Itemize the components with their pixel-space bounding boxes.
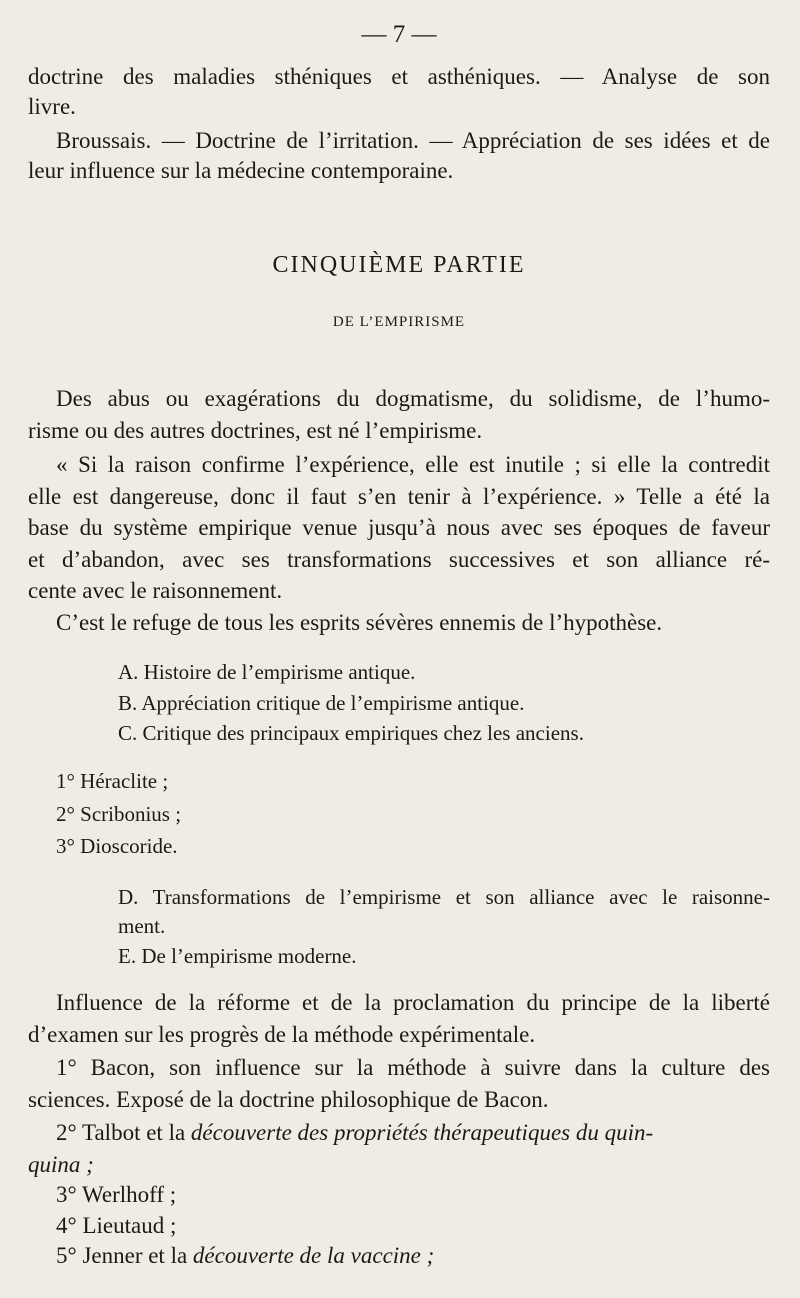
numbered-item-1: 1° Héraclite ; [56, 769, 169, 793]
numbered-item-3: 3° Dioscoride. [56, 834, 178, 858]
talbot-line-1 [56, 1118, 798, 1148]
list-item-c: C. Critique des principaux empiriques chez les anciens. [118, 721, 584, 745]
talbot-prefix: 2° Talbot et la [56, 1120, 191, 1145]
list-item-e: E. De l’empirisme moderne. [118, 944, 357, 968]
talbot-italic-2: quina ; [28, 1152, 94, 1177]
jenner-line [56, 1241, 798, 1271]
paragraph-2-line-3: base du système empirique venue jusqu’à nous avec ses époques de faveur [28, 515, 770, 540]
paragraph-2-line-4: et d’abandon, avec ses transformations successives et son alliance ré- [28, 547, 770, 572]
paragraph-2-line-1: « Si la raison confirme l’expérience, elle est inutile ; si elle la contredit [56, 452, 770, 477]
numbered-item-2: 2° Scribonius ; [56, 802, 182, 826]
list-item-b: B. Appréciation critique de l’empirisme antique. [118, 691, 525, 715]
paragraph-4-line-2: d’examen sur les progrès de la méthode expérimentale. [28, 1022, 536, 1047]
lieutaud-line: 4° Lieutaud ; [56, 1213, 177, 1238]
paragraph-2-line-5: cente avec le raisonnement. [28, 578, 283, 603]
paragraph-1-line-1: Des abus ou exagérations du dogmatisme, du solidisme, de l’humo- [56, 386, 770, 411]
page-number: — 7 — [361, 21, 437, 48]
section-title: CINQUIÈME PARTIE [272, 252, 526, 278]
werlhoff-line: 3° Werlhoff ; [56, 1182, 177, 1207]
bacon-line-2: sciences. Exposé de la doctrine philosophique de Bacon. [28, 1087, 549, 1112]
intro-line-1: doctrine des maladies sthéniques et asthéniques. — Analyse de son [28, 64, 770, 89]
paragraph-4-line-1: Influence de la réforme et de la proclamation du principe de la liberté [56, 990, 770, 1015]
intro-line-3: Broussais. — Doctrine de l’irritation. — Appréciation de ses idées et de [56, 128, 770, 153]
section-subtitle: DE L’EMPIRISME [332, 314, 466, 330]
intro-line-2: livre. [28, 94, 76, 119]
paragraph-3: C’est le refuge de tous les esprits sévères ennemis de l’hypothèse. [56, 610, 663, 635]
paragraph-1-line-2: risme ou des autres doctrines, est né l’empirisme. [28, 418, 483, 443]
list-item-a: A. Histoire de l’empirisme antique. [118, 660, 416, 684]
bacon-line-1: 1° Bacon, son influence sur la méthode à suivre dans la culture des [56, 1055, 770, 1080]
intro-line-4: leur influence sur la médecine contemporaine. [28, 158, 454, 183]
talbot-line-2 [28, 1150, 770, 1180]
list-item-d-line-1: D. Transformations de l’empirisme et son alliance avec le raisonne- [118, 885, 770, 909]
list-item-d-line-2: ment. [118, 914, 166, 938]
paragraph-2-line-2: elle est dangereuse, donc il faut s’en tenir à l’expérience. » Telle a été la [28, 484, 770, 509]
talbot-italic-1: découverte des propriétés thérapeutiques du quin- [190, 1120, 654, 1145]
jenner-prefix: 5° Jenner et la [56, 1243, 193, 1268]
jenner-italic: découverte de la vaccine ; [192, 1243, 435, 1268]
